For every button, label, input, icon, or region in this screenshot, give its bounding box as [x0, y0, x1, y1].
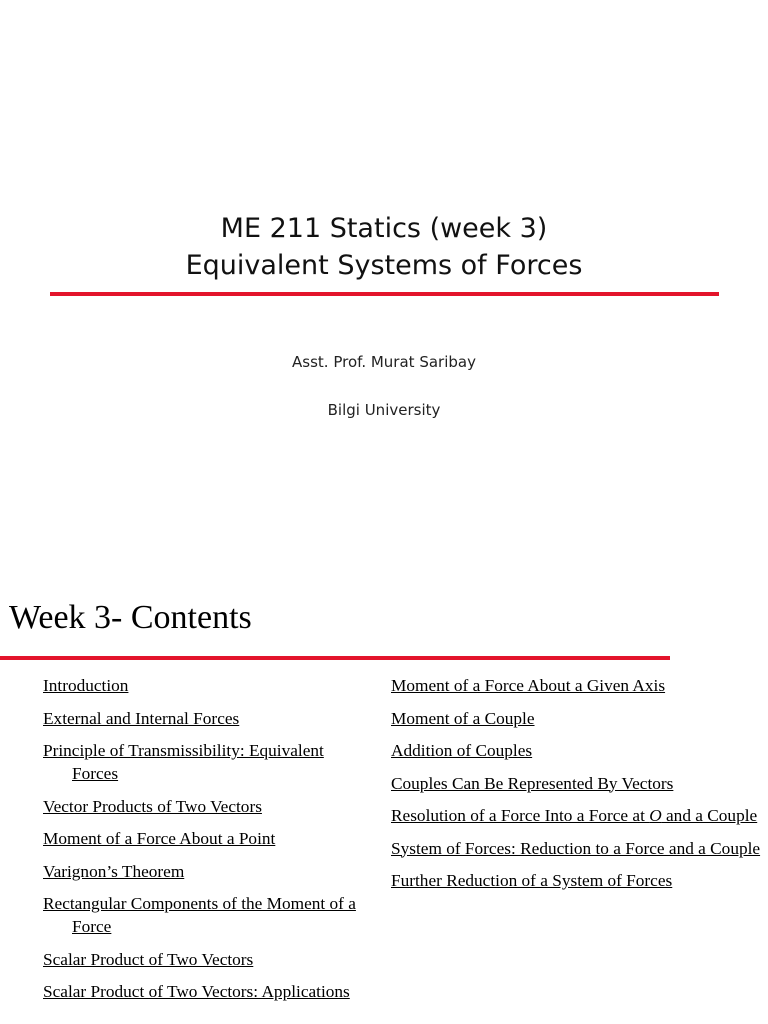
- contents-link-addition-of-couples[interactable]: Addition of Couples: [391, 741, 533, 760]
- contents-list-right: [391, 674, 761, 902]
- author-name: Asst. Prof. Murat Saribay: [292, 353, 476, 371]
- contents-title: Week 3- Contents: [9, 599, 252, 636]
- contents-link-scalar-product[interactable]: Scalar Product of Two Vectors: [43, 949, 254, 969]
- contents-slide: [0, 576, 768, 1024]
- contents-link-reduction-force-couple[interactable]: System of Forces: Reduction to a Force and a Couple: [391, 838, 761, 858]
- contents-link-further-reduction[interactable]: Further Reduction of a System of Forces: [391, 871, 673, 890]
- title-line-1: ME 211 Statics (week 3): [220, 213, 548, 244]
- contents-list-left: [43, 674, 373, 1013]
- contents-link-moment-about-point[interactable]: Moment of a Force About a Point: [43, 829, 276, 848]
- contents-link-external-internal-forces[interactable]: External and Internal Forces: [43, 708, 240, 728]
- contents-divider: [0, 656, 670, 660]
- title-divider: [50, 292, 719, 296]
- contents-link-transmissibility[interactable]: Principle of Transmissibility: Equivalent Forces: [43, 741, 324, 783]
- university-name: Bilgi University: [327, 401, 441, 419]
- contents-link-varignon[interactable]: Varignon’s Theorem: [43, 861, 185, 881]
- title-line-2: Equivalent Systems of Forces: [185, 250, 583, 281]
- contents-link-moment-about-axis[interactable]: Moment of a Force About a Given Axis: [391, 676, 666, 695]
- contents-link-rectangular-components[interactable]: Rectangular Components of the Moment of a Force: [43, 894, 356, 936]
- contents-link-scalar-product-applications[interactable]: Scalar Product of Two Vectors: Applications: [43, 982, 350, 1001]
- contents-link-vector-products[interactable]: Vector Products of Two Vectors: [43, 796, 262, 816]
- slide-title: [0, 210, 768, 284]
- contents-link-moment-of-couple[interactable]: Moment of a Couple: [391, 708, 535, 728]
- contents-link-introduction[interactable]: Introduction: [43, 676, 129, 695]
- contents-link-couples-as-vectors[interactable]: Couples Can Be Represented By Vectors: [391, 773, 674, 793]
- contents-link-resolution-force-couple[interactable]: Resolution of a Force Into a Force at O and a Couple: [391, 806, 758, 825]
